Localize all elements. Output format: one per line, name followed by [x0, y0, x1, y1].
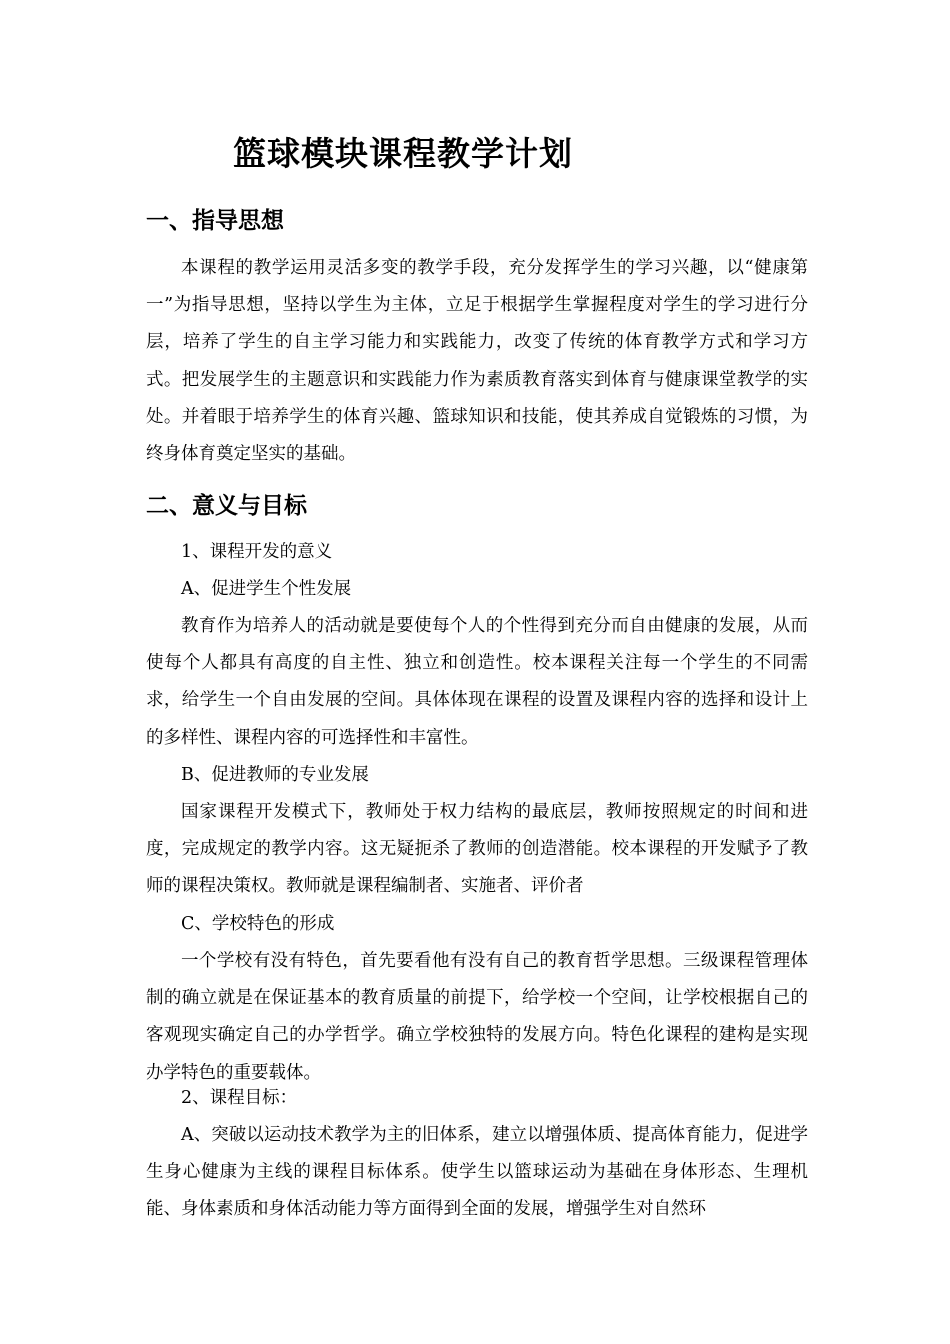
subheading-course-significance: 1、课程开发的意义	[181, 542, 333, 562]
section-heading-guiding-thought: 一、指导思想	[146, 207, 284, 234]
section-heading-significance-goals: 二、意义与目标	[146, 492, 307, 519]
item-heading-a: A、促进学生个性发展	[181, 579, 352, 599]
paragraph-item-a: 教育作为培养人的活动就是要使每个人的个性得到充分而自由健康的发展，从而使每个人都具有高度的自主性、独立和创造性。校本课程关注每一个学生的不同需求，给学生一个自由发展的空间。具体体现在课程的设置及课程内容的选择和设计上的多样性、课程内容的可选择性和丰富性。	[146, 616, 808, 748]
item-heading-b: B、促进教师的专业发展	[181, 765, 369, 785]
paragraph-guiding-thought: 本课程的教学运用灵活多变的教学手段，充分发挥学生的学习兴趣，以“健康第一”为指导思想，坚持以学生为主体，立足于根据学生掌握程度对学生的学习进行分层，培养了学生的自主学习能力和实践能力，改变了传统的体育教学方式和学习方式。把发展学生的主题意识和实践能力作为素质教育落实到体育与健康课堂教学的实处。并着眼于培养学生的体育兴趣、篮球知识和技能，使其养成自觉锻炼的习惯，为终身体育奠定坚实的基础。	[146, 258, 808, 465]
document-title: 篮球模块课程教学计划	[233, 134, 573, 173]
item-heading-c: C、学校特色的形成	[181, 914, 335, 934]
paragraph-goal-a: A、突破以运动技术教学为主的旧体系，建立以增强体质、提高体育能力，促进学生身心健康为主线的课程目标体系。使学生以篮球运动为基础在身体形态、生理机能、身体素质和身体活动能力等方面得到全面的发展，增强学生对自然环	[146, 1125, 808, 1220]
subheading-course-goals: 2、课程目标：	[181, 1088, 298, 1108]
paragraph-item-b: 国家课程开发模式下，教师处于权力结构的最底层，教师按照规定的时间和进度，完成规定的教学内容。这无疑扼杀了教师的创造潜能。校本课程的开发赋予了教师的课程决策权。教师就是课程编制者、实施者、评价者	[146, 802, 808, 897]
paragraph-item-c: 一个学校有没有特色，首先要看他有没有自己的教育哲学思想。三级课程管理体制的确立就是在保证基本的教育质量的前提下，给学校一个空间，让学校根据自己的客观现实确定自己的办学哲学。确立学校独特的发展方向。特色化课程的建构是实现办学特色的重要载体。	[146, 951, 808, 1083]
